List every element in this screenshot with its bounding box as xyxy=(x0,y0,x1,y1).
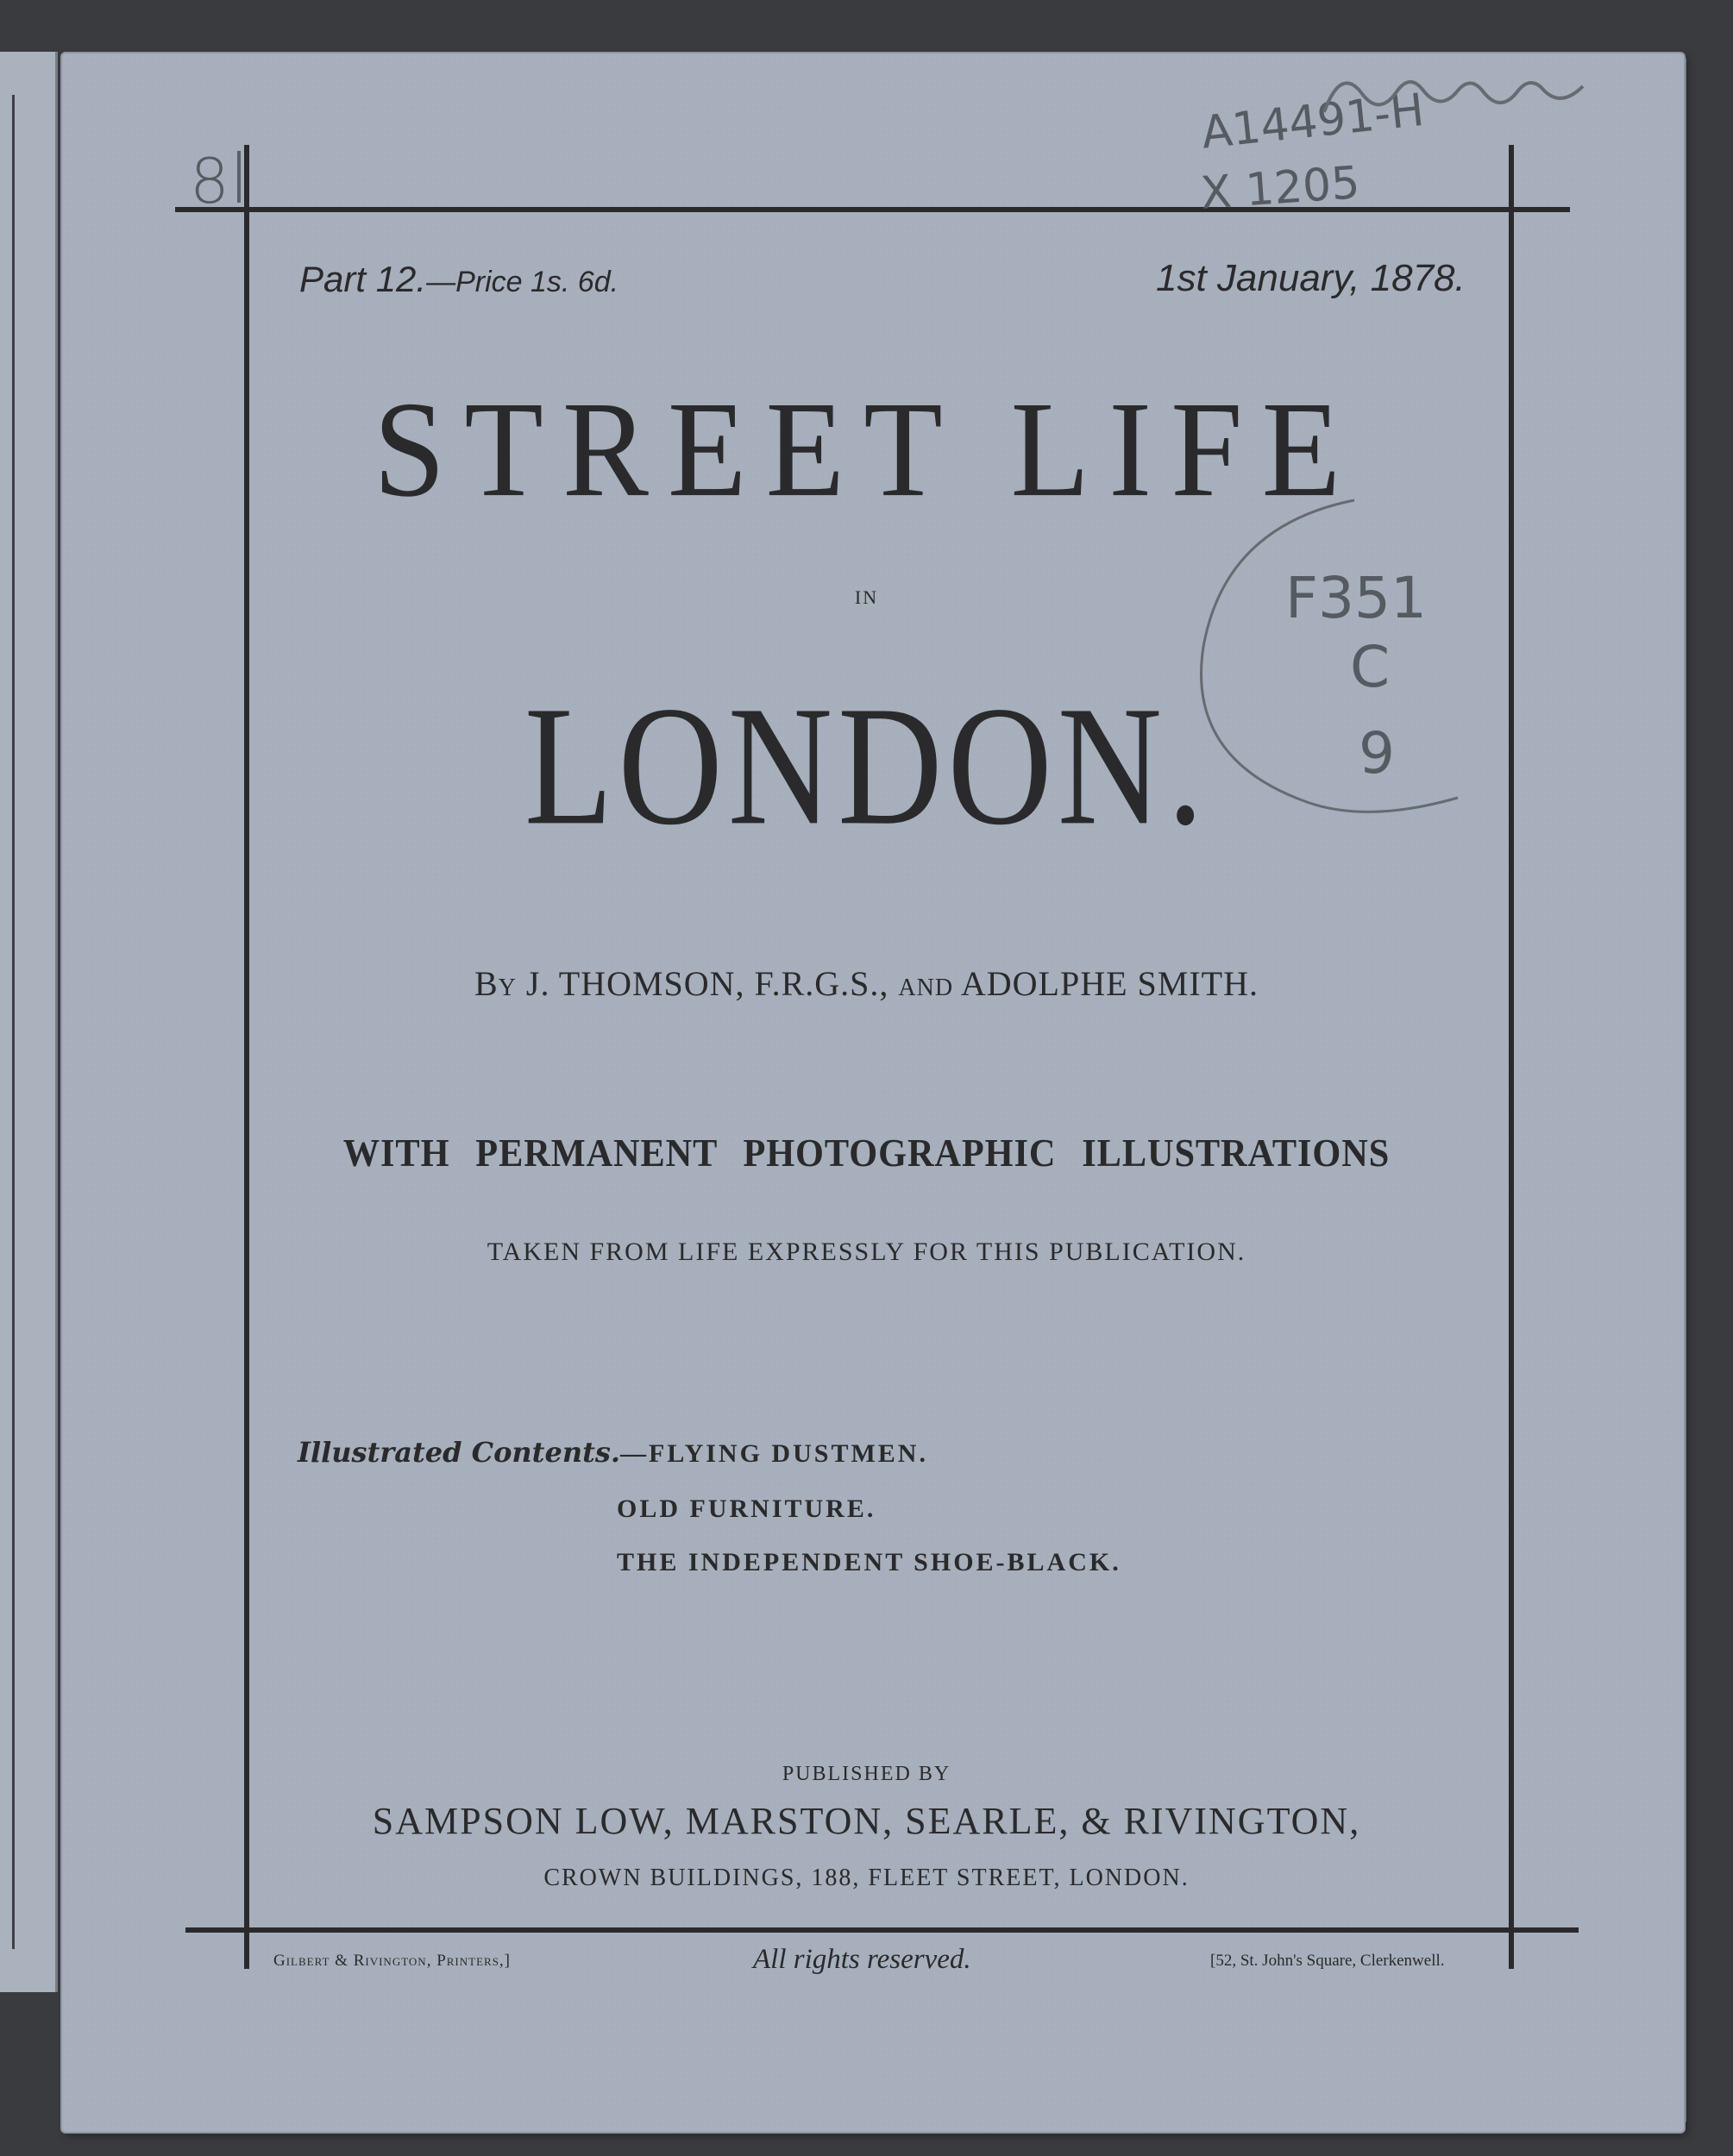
left-page-edge xyxy=(0,52,58,1992)
pencil-shelf-2: C xyxy=(1350,634,1391,700)
pencil-ref-2: X 1205 xyxy=(1199,157,1362,220)
pencil-number-mark xyxy=(237,151,241,203)
author-smith: ADOLPHE SMITH. xyxy=(960,964,1259,1003)
issue-date: 1st January, 1878. xyxy=(1156,257,1466,299)
contents-item-flying-dustmen: —FLYING DUSTMEN. xyxy=(620,1439,928,1468)
contents-label: Illustrated Contents. xyxy=(298,1436,621,1469)
printer-address: [52, St. John's Square, Clerkenwell. xyxy=(1210,1952,1445,1970)
title-london: LONDON. xyxy=(524,671,1209,862)
illustrations-subheading: TAKEN FROM LIFE EXPRESSLY FOR THIS PUBLICATION. xyxy=(487,1238,1246,1266)
contents-item-old-furniture: OLD FURNITURE. xyxy=(617,1495,876,1523)
part-number: Part 12. xyxy=(299,259,427,299)
pencil-shelf-1: F351 xyxy=(1285,565,1427,631)
byline-prefix: By xyxy=(474,964,517,1003)
byline-and: and xyxy=(898,964,954,1003)
pencil-shelf-3: 9 xyxy=(1359,720,1395,787)
published-by: PUBLISHED BY xyxy=(782,1763,951,1785)
part-price-line xyxy=(299,259,618,300)
author-thomson: J. THOMSON, F.R.G.S., xyxy=(525,964,889,1003)
price: —Price 1s. 6d. xyxy=(426,266,619,298)
contents-line-1 xyxy=(298,1436,928,1470)
illustrations-heading: WITH PERMANENT PHOTOGRAPHIC ILLUSTRATIONS xyxy=(342,1131,1391,1175)
frame-bottom-rule xyxy=(185,1927,1579,1933)
title-street-life: STREET LIFE xyxy=(373,373,1360,526)
rights-notice: All rights reserved. xyxy=(753,1944,971,1975)
publisher-name: SAMPSON LOW, MARSTON, SEARLE, & RIVINGTON, xyxy=(372,1800,1361,1842)
contents-item-shoe-black: THE INDEPENDENT SHOE-BLACK. xyxy=(617,1548,1121,1576)
title-in: IN xyxy=(854,586,879,608)
pencil-number: 8 xyxy=(190,145,229,217)
publisher-address: CROWN BUILDINGS, 188, FLEET STREET, LONDON. xyxy=(543,1865,1190,1891)
byline xyxy=(0,963,1733,1004)
printer-credit: Gilbert & Rivington, Printers,] xyxy=(273,1952,512,1970)
pencil-ref-1: A14491-H xyxy=(1199,84,1427,160)
